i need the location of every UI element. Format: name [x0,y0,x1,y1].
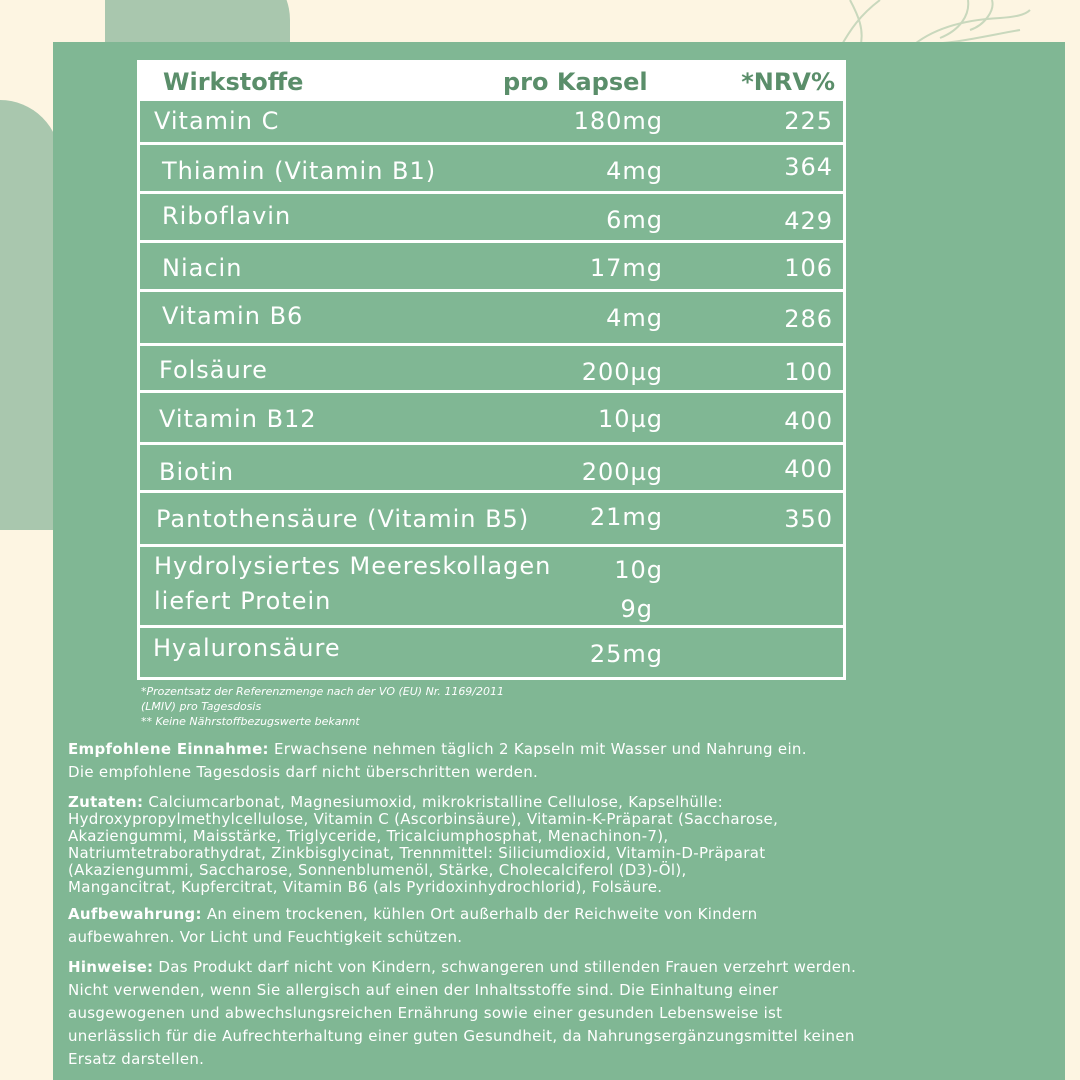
table-row: Vitamin B6 4mg 286 [140,292,843,346]
table-row: Niacin 17mg 106 [140,243,843,292]
table-row-collagen: Hydrolysiertes Meereskollagen liefert Protein 10g 9g [140,547,843,628]
table-row: Thiamin (Vitamin B1) 4mg 364 [140,145,843,194]
table-header [140,63,843,101]
footnote: *Prozentsatz der Referenzmenge nach der VO (EU) Nr. 1169/2011 (LMIV) pro Tagesdosis ** Keine Nährstoffbezugswerte bekannt [141,685,505,728]
table-row: Folsäure 200µg 100 [140,346,843,393]
table-row-hyaluron: Hyaluronsäure 25mg [153,634,663,668]
table-row: Biotin 200µg 400 [140,445,843,493]
ingredients-section: Zutaten: Calciumcarbonat, Magnesiumoxid, mikrokristalline Cellulose, Kapselhülle: Hydroxypropylmethylcellulose, Vitamin C (Ascorbinsäure), Vitamin-K-Präparat (Saccharose, Akaziengummi, Maisstärke, Triglyceride, Tricalciumphosphat, Menachinon-7), Natriumtetraborathydrat, Zinkbisglycinat, Trennmittel: Siliciumdioxid, Vitamin-D-Präparat (Akaziengummi, Saccharose, Sonnenblumenöl, Stärke, Cholecalciferol (D3)-Öl), Mangancitrat, Kupfercitrat, Vitamin B6 (als Pyridoxinhydrochlorid), Folsäure. [68,793,779,896]
leaf-decoration-icon [820,0,1040,48]
header-per-capsule: pro Kapsel [503,68,648,96]
table-row: Vitamin C 180mg 225 [140,101,843,145]
intake-section: Empfohlene Einnahme: Erwachsene nehmen täglich 2 Kapseln mit Wasser und Nahrung ein. Die empfohlene Tagesdosis darf nicht überschritten werden. [68,740,807,781]
header-ingredient: Wirkstoffe [163,68,304,96]
table-row: Riboflavin 6mg 429 [140,194,843,243]
storage-section: Aufbewahrung: An einem trockenen, kühlen Ort außerhalb der Reichweite von Kindern aufbewahren. Vor Licht und Feuchtigkeit schützen. [68,905,758,946]
table-row: Pantothensäure (Vitamin B5) 21mg 350 [140,493,843,547]
table-row: Vitamin B12 10µg 400 [140,393,843,445]
notes-section: Hinweise: Das Produkt darf nicht von Kindern, schwangeren und stillenden Frauen verzehrt werden. Nicht verwenden, wenn Sie allergisch auf einen der Inhaltsstoffe sind. Die Einhaltung einer ausgewogenen und abwechslungsreichen Ernährung sowie einer gesunden Lebensweise ist unerlässlich für die Aufrechterhaltung einer guten Gesundheit, da Nahrungsergänzungsmittel keinen Ersatz darstellen. [68,958,857,1068]
nutrition-table [137,60,846,680]
background-shape-left [0,100,60,530]
header-nrv: *NRV% [741,68,835,96]
